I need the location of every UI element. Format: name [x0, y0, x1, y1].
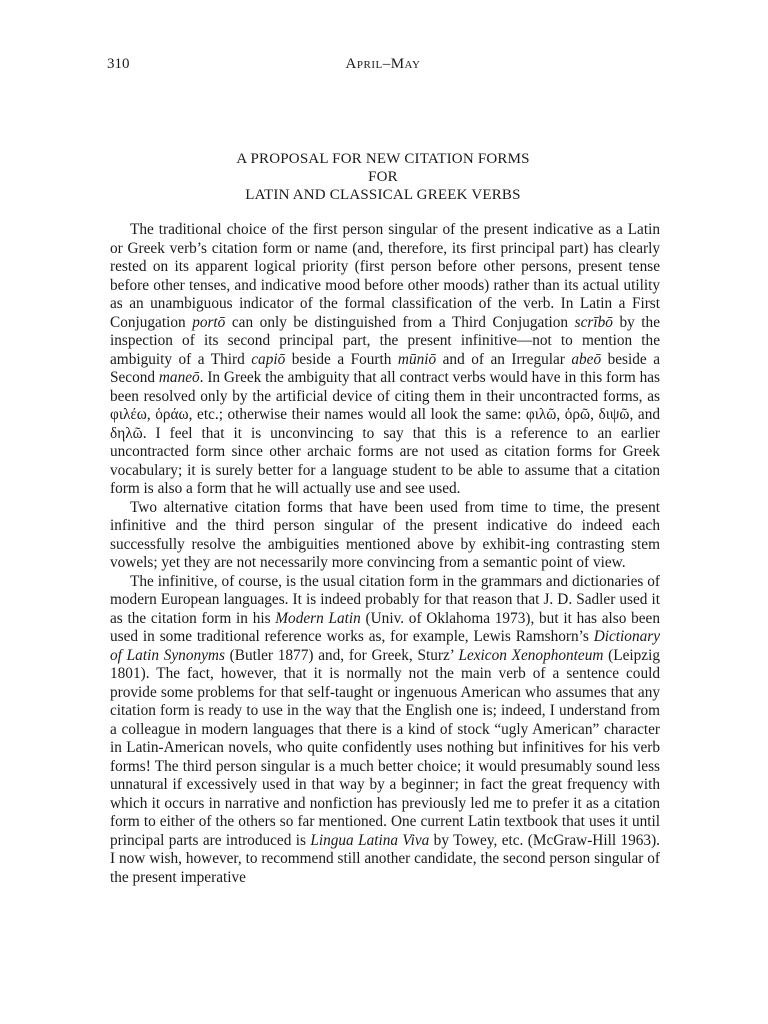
p1-latin-munio: mūniō	[397, 350, 437, 368]
paragraph-2: Two alternative citation forms that have been used from time to time, the present infinitive and the third person singular of the present indicative do indeed each successfully resolve the ambiguities mentioned above by exhibit-ing contrasting stem vowels; yet they are not necessarily more convincing from a semantic point of view.	[110, 498, 660, 571]
p3-text-4: (Leipzig 1801). The fact, however, that it is normally not the main verb of a sentence could provide some problems for that self-taught or ingenuous American who assumes that any citation form is ready to use in the way that the English one is; indeed, I understand from a colleague in modern languages that there is a kind of stock “ugly American” character in Latin-American novels, who quite confidently uses nothing but infinitives for his verb forms! The third person singular is a much better choice; it would presumably sound less unnatural if excessively used in that way by a beginner; in fact the great frequency with which it occurs in narrative and nonfiction has previously led me to prefer it as a citation form to either of the others so far mentioned. One current Latin textbook that uses it until principal parts are introduced is	[110, 646, 660, 849]
p3-text-2: (Univ. of Oklahoma 1973), but it has also been used in some traditional reference works as, for example, Lewis Ramshorn’s	[110, 609, 660, 645]
article-title	[107, 150, 659, 204]
p1-latin-porto: portō	[192, 313, 226, 331]
article-body	[110, 221, 660, 887]
p1-text-7: . In Greek the ambiguity that all contract verbs would have in this form has been resolved only by the artificial device of citing them in their uncontracted forms, as φιλέω, ὁράω, etc.; otherwise their names would all look the same: φιλῶ, ὁρῶ, διψῶ, and δηλῶ. I feel that it is unconvincing to say that this is a reference to an earlier uncontracted form since other archaic forms are not used as citation forms for Greek vocabulary; it is surely better for a language student to be able to assume that a citation form is also a form that he will actually use and see used.	[110, 369, 660, 497]
p3-title-lexicon: Lexicon Xenophonteum	[458, 646, 604, 664]
p1-text-2: can only be distinguished from a Third Conjugation	[225, 313, 575, 331]
p1-latin-scribo: scrībō	[574, 313, 613, 331]
p1-latin-maneo: maneō	[158, 369, 200, 386]
p1-text-4: beside a Fourth	[285, 350, 398, 368]
p1-text-6: beside a Second	[110, 350, 660, 386]
p3-title-lingua-latina: Lingua Latina Viva	[310, 831, 430, 849]
p1-text-3: by the inspection of its second principal part, the present infinitive—not to mention the ambiguity of a Third	[110, 313, 660, 368]
p1-text-5: and of an Irregular	[436, 350, 572, 368]
p1-latin-abeo: abeō	[571, 350, 602, 368]
running-head	[107, 56, 659, 78]
title-line-2: FOR	[368, 169, 398, 185]
p3-text-1: The infinitive, of course, is the usual citation form in the grammars and dictionaries of modern European languages. It is indeed probably for that reason that J. D. Sadler used it as the citation form in his	[110, 572, 660, 627]
title-line-1: A PROPOSAL FOR NEW CITATION FORMS	[236, 151, 530, 167]
journal-issue: April–May	[345, 56, 421, 72]
p3-text-3: (Butler 1877) and, for Greek, Sturz’	[224, 646, 459, 664]
paragraph-3	[110, 573, 660, 888]
p1-latin-capio: capiō	[251, 350, 286, 368]
p3-title-modern-latin: Modern Latin	[275, 609, 361, 627]
title-line-3: LATIN AND CLASSICAL GREEK VERBS	[245, 187, 521, 203]
p1-text-1: The traditional choice of the first person singular of the present indicative as a Latin or Greek verb’s citation form or name (and, therefore, its first principal part) has clearly rested on its apparent logical priority (first person before other persons, present tense before other tenses, and indicative mood before other moods) rather than its actual utility as an unambiguous indicator of the formal classification of the verb. In Latin a First Conjugation	[110, 221, 660, 331]
paragraph-1	[110, 221, 660, 499]
page-number: 310	[107, 56, 130, 72]
p3-text-5: by Towey, etc. (McGraw-Hill 1963). I now wish, however, to recommend still another candidate, the second person singular of the present imperative	[110, 831, 660, 886]
p3-title-dictionary: Dictionary of Latin Synonyms	[110, 628, 660, 664]
